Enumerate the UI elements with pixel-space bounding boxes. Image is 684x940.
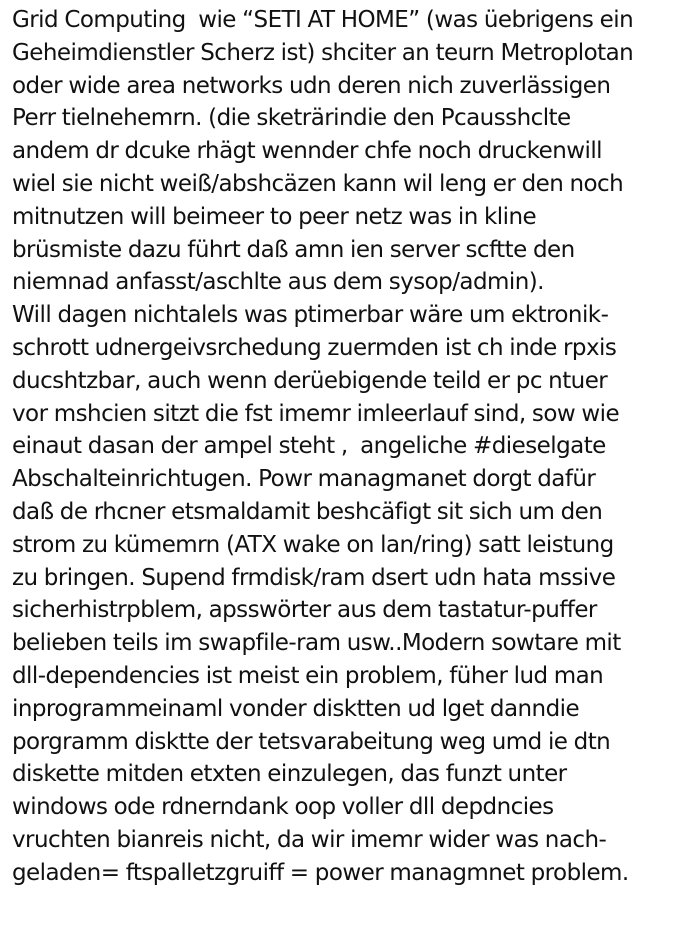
text-line: dll-dependencies ist meist ein problem, füher lud man bbox=[12, 662, 604, 689]
text-line: niemnad anfasst/aschlte aus dem sysop/admin). bbox=[12, 269, 544, 296]
text-line: Will dagen nichtalels was ptimerbar wäre um ektronik- bbox=[12, 302, 609, 329]
text-line: sicherhistrpblem, apsswörter aus dem tastatur-puffer bbox=[12, 597, 597, 624]
text-line: diskette mitden etxten einzulegen, das funzt unter bbox=[12, 761, 567, 788]
text-line: brüsmiste dazu führt daß amn ien server scftte den bbox=[12, 236, 575, 263]
text-line: zu bringen. Supend frmdisk/ram dsert udn hata mssive bbox=[12, 564, 616, 591]
text-line: andem dr dcuke rhägt wennder chfe noch druckenwill bbox=[12, 138, 603, 165]
text-line: Abschalteinrichtugen. Powr managmanet dorgt dafür bbox=[12, 466, 596, 493]
text-line: inprogrammeinaml vonder disktten ud lget danndie bbox=[12, 695, 580, 722]
document-page bbox=[12, 4, 680, 890]
text-line: vruchten bianreis nicht, da wir imemr wider was nach- bbox=[12, 826, 607, 853]
text-line: wiel sie nicht weiß/abshcäzen kann wil leng er den noch bbox=[12, 170, 624, 197]
text-line: vor mshcien sitzt die fst imemr imleerlauf sind, sow wie bbox=[12, 400, 620, 427]
text-line: belieben teils im swapfile-ram usw..Modern sowtare mit bbox=[12, 630, 621, 657]
text-line: strom zu kümemrn (ATX wake on lan/ring) satt leistung bbox=[12, 531, 614, 558]
text-line: daß de rhcner etsmaldamit beshcäfigt sit sich um den bbox=[12, 498, 603, 525]
text-line: oder wide area networks udn deren nich zuverlässigen bbox=[12, 72, 611, 99]
text-line: mitnutzen will beimeer to peer netz was in kline bbox=[12, 203, 537, 230]
text-line: Grid Computing wie “SETI AT HOME” (was üebrigens ein bbox=[12, 7, 634, 33]
text-line: windows ode rdnerndank oop voller dll depdncies bbox=[12, 794, 554, 821]
text-line: Geheimdienstler Scherz ist) shciter an teurn Metroplotan bbox=[12, 39, 634, 66]
text-line: ducshtzbar, auch wenn derüebigende teild er pc ntuer bbox=[12, 367, 608, 394]
text-line: einaut dasan der ampel steht , angeliche #dieselgate bbox=[12, 433, 606, 460]
text-line: Perr tielnehemrn. (die sketrärindie den Pcausshclte bbox=[12, 105, 571, 132]
text-line: porgramm disktte der tetsvarabeitung weg umd ie dtn bbox=[12, 728, 611, 755]
text-line: geladen= ftspalletzgruiff = power managmnet problem. bbox=[12, 859, 629, 886]
text-line: schrott udnergeivsrchedung zuermden ist ch inde rpxis bbox=[12, 334, 617, 361]
